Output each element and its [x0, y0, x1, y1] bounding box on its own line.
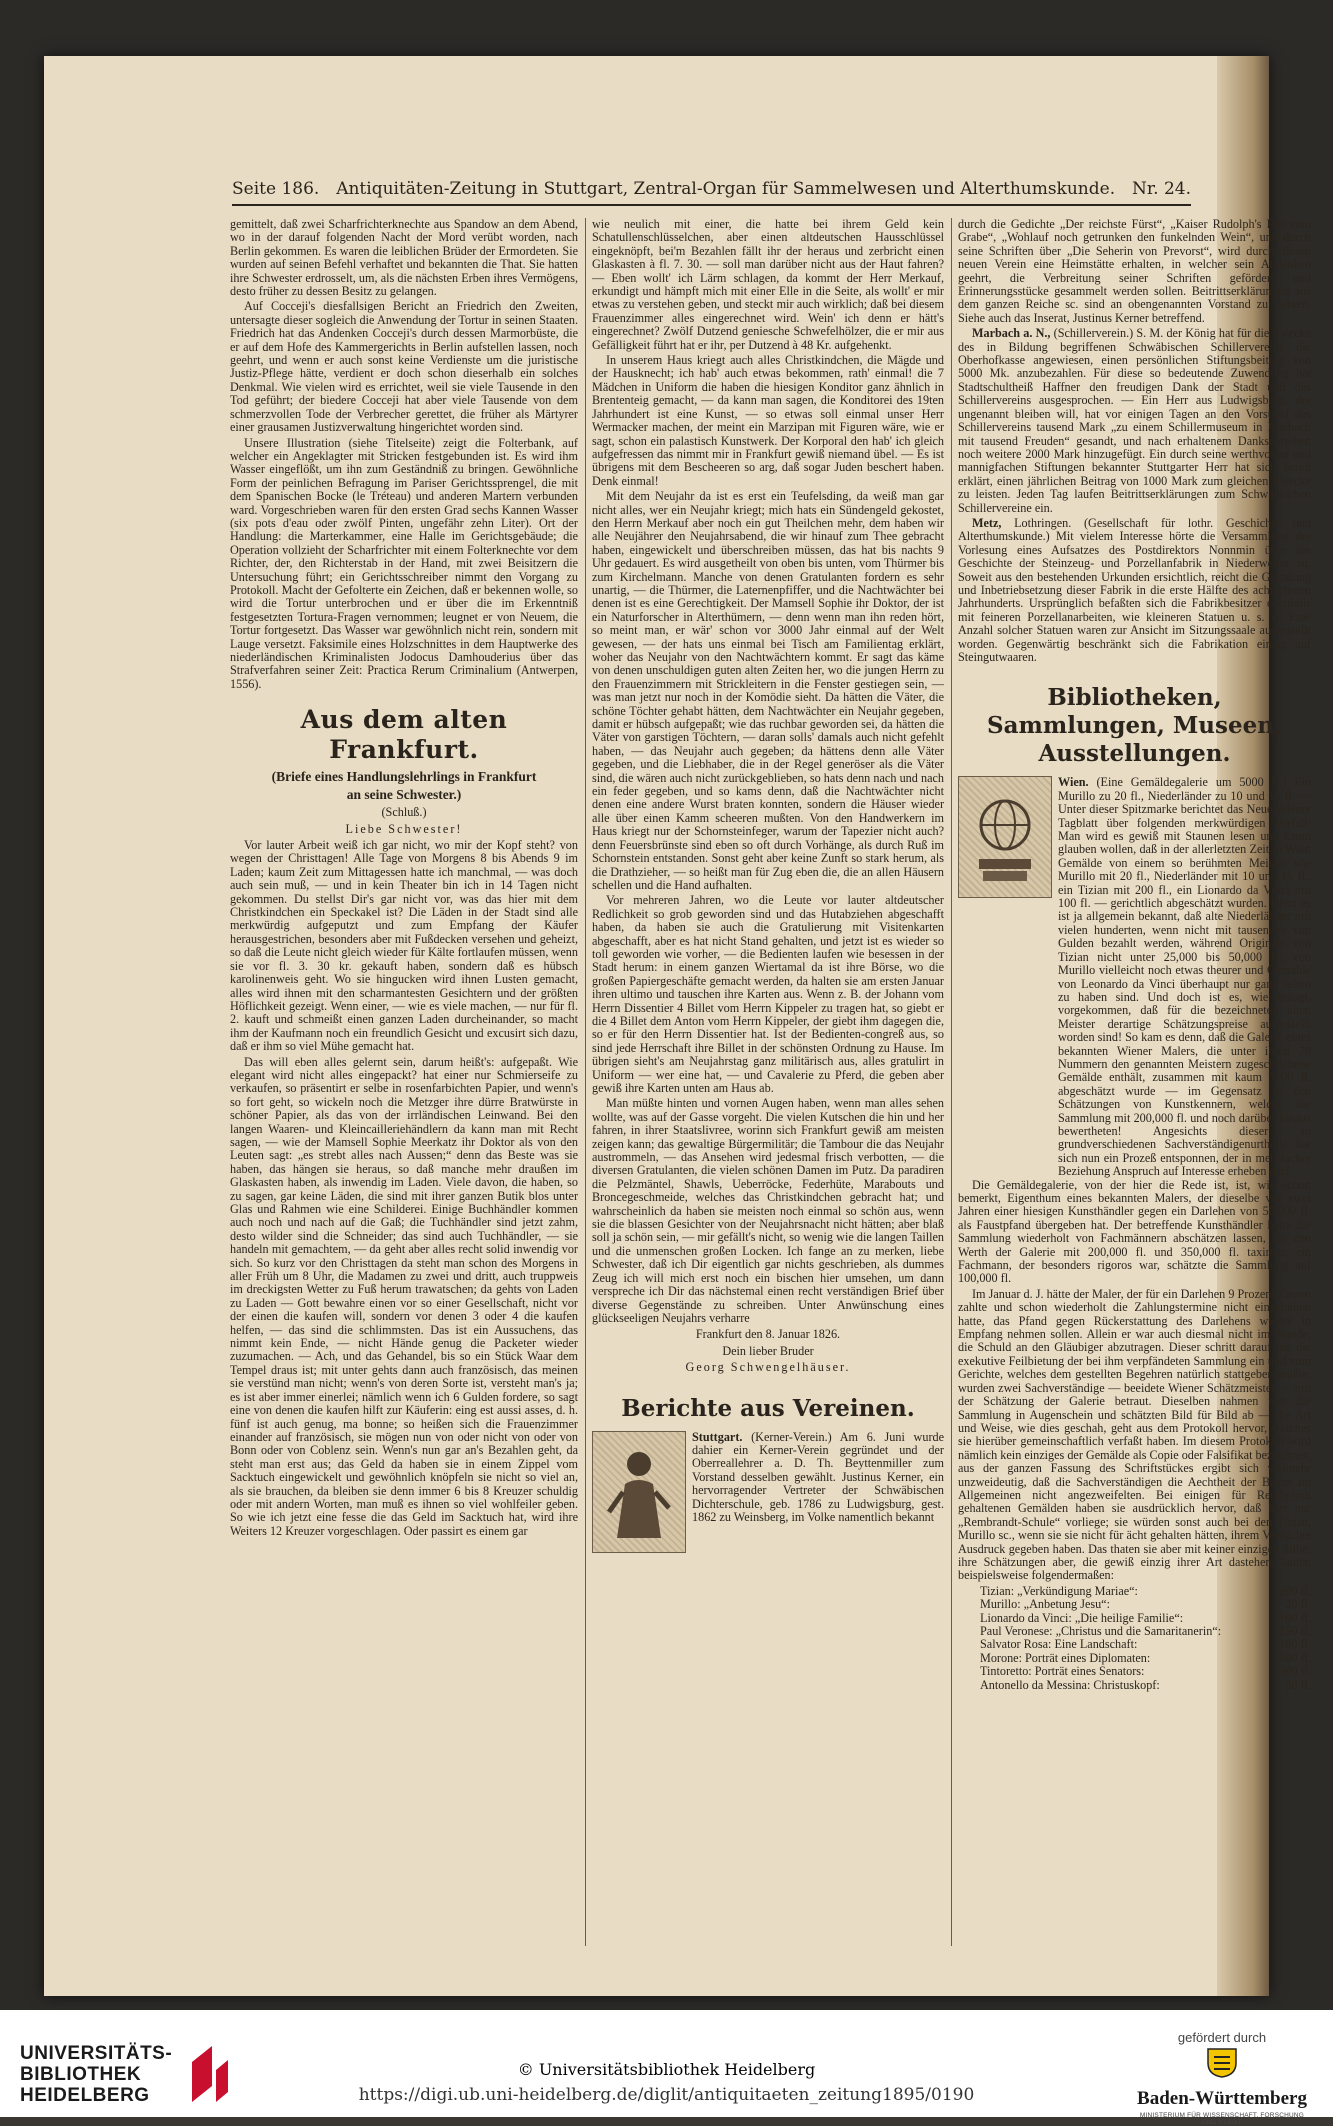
marbach-text: (Schillerverein.) S. M. der König hat für die Zwecke des in Bildung begriffenen Schwäbischen Schillervereins die Oberhofkasse angewiesen, einen persönlichen Stiftungsbeitrag von 5000 Mk. anzubezahlen. Für diese so bedeutende Zuwendung hat Stadtschultheiß Haffner den freudigen Dank der Stadt und des Schillervereins ausgesprochen. — Ein Herr aus Ludwigsburg, der ungenannt bleiben will, hat vor einigen Tagen an den Vorstand des Schillervereins tausend Mark „zu einem Schillermuseum in Marbach mit tausend Freuden“ gesandt, und nach erhaltenem Dankschreiben noch weitere 2000 Mark hinzugefügt. Ein durch seine werthvollen und mannigfachen Stiftungen bekannter Stuttgarter Herr hat sich bereit erklärt, einen jährlichen Beitrag von 1000 Mark zum gleichen Zwecke zu leisten. Jeden Tag laufen Beitrittserklärungen zum Schwäbischen Schillervereine ein.	[958, 326, 1311, 515]
globe-books-illustration	[958, 776, 1052, 898]
article-subtitle: (Briefe eines Handlungslehrlings in Frankfurt	[271, 769, 537, 785]
valuation-price: 20 fl.	[1285, 1597, 1311, 1612]
paragraph: Im Januar d. J. hätte der Maler, der für ein Darlehen 9 Prozent Zinsen zahlte und schon wiederholt die Zahlungstermine nicht eingehalten hatte, das Pfand gegen Rückerstattung des Darlehens wieder in Empfang nehmen sollen. Allein er war auch diesmal nicht im Stande, die Schuld an den Gläubiger abzutragen. Dieser schritt darauf um die exekutive Feilbietung der bei ihm verpfändeten Sammlung ein und vom Gerichte, welches dem gestellten Begehren natürlich stattgeben mußte, wurden zwei Sachverständige — beeidete Wiener Schätzmeister — mit der Schätzung der Galerie betraut. Dieselben nahmen nun die Sammlung in Augenschein und schätzten Bild für Bild ab — die Art und Weise, wie dies geschah, geht aus dem Protokoll hervor, welches sie hierüber gemeinschaftlich verfaßt haben. Im diesem Protokoll wird nämlich kein einziges der Gemälde als Copie oder Falsifikat bezeichnet; aus der ganzen Fassung des Schriftstückes ergibt sich vielmehr unzweideutig, daß die Sachverständigen die Aechtheit der Bilder im Allgemeinen nicht angezweifelten. Bei einigen für Rembrandt gehaltenen Gemälden haben sie ausdrücklich hervor, daß hier nur „Rembrandt-Schule“ vorliege; sie würden sonst auch bei den Tizian, Murillo sc., wenn sie sie nicht für ächt gehalten hätten, ihrem Verdachte Ausdruck gegeben haben. Das thaten sie aber mit keiner einzigen Silbe; ihre Schätzungen aber, die gewiß einzig ihrer Art dastehen, lauten beispielsweise folgendermaßen:	[958, 1286, 1311, 1583]
valuation-price: 100 fl.	[1279, 1610, 1311, 1625]
wien-entry	[958, 776, 1311, 1178]
logo-line: BIBLIOTHEK	[20, 2063, 142, 2085]
verein-text: (Kerner-Verein.) Am 6. Juni wurde dahier ein Kerner-Verein gegründet und der Oberreallehrer a. D. Th. Beyttenmiller zum Vorstand desselben gewählt. Justinus Kerner, ein hervorragender Vertreter der Schwäbischen Dichterschule, geb. 1786 zu Ludwigsburg, gest. 1862 zu Weinsberg, im Volke namentlich bekannt	[692, 1429, 945, 1524]
marbach-place: Marbach a. N.,	[972, 326, 1051, 341]
wien-paragraph	[1058, 776, 1311, 1178]
paragraph: Auf Cocceji's diesfallsigen Bericht an Friedrich den Zweiten, untersagte dieser sogleich die Anwendung der Tortur in seinen Staaten. Friedrich hat das Andenken Cocceji's durch dessen Marmorbüste, die er auf dem Hofe des Kammergerichts in Berlin aufstellen lassen, noch geehrt, und wenn er auch sonst keine Verdienste um die juristische Justiz-Pflege hätte, verdient er doch schon dieserhalb ein solches Denkmal. Wie vielen wird es errichtet, weil sie viele Tausende in den Tod geführt; der biedere Cocceji hat aber viele Tausende von dem schmerzvollen Tode der Verbrecher gerettet, die früher als Märtyrer einer grausamen Justizverwaltung hingerichtet worden sind.	[230, 299, 578, 435]
column-1	[230, 218, 578, 1946]
valuation-list	[958, 1585, 1311, 1692]
metz-place: Metz,	[972, 515, 1002, 530]
valuation-row	[958, 1612, 1311, 1625]
logo-line: HEIDELBERG	[20, 2084, 150, 2106]
issue-number: Nr. 24.	[1132, 179, 1191, 199]
valuation-row	[958, 1625, 1311, 1638]
valuation-row	[958, 1679, 1311, 1692]
newspaper-page	[44, 56, 1311, 1996]
valuation-item: Lionardo da Vinci: „Die heilige Familie“:	[980, 1610, 1184, 1625]
metz-paragraph	[958, 517, 1311, 664]
valuation-item: Paul Veronese: „Christus und die Samaritanerin“:	[980, 1624, 1222, 1638]
valuation-price: 150 fl.	[1279, 1624, 1311, 1638]
verein-entry	[592, 1431, 944, 1553]
paragraph: durch die Gedichte „Der reichste Fürst“, „Kaiser Rudolph's Ritt zum Grabe“, „Wohlauf noch getrunken den funkelnden Wein“, und durch seine Schriften über „Die Seherin von Prevorst“, wird durch diesen neuen Verein eine Heimstätte erhalten, in welcher sein Andenken geehrt, die Verbreitung seiner Schriften gefördert und Erinnerungsstücke gesammelt werden sollen. Beitrittserklärungen aus dem ganzen Reiche sc. sind an obengenannten Vorstand zu richten. Siehe auch das Inserat, Justinus Kerner betreffend.	[958, 217, 1311, 325]
valuation-item: Salvator Rosa: Eine Landschaft:	[980, 1637, 1138, 1652]
letter-date: Frankfurt den 8. Januar 1826.	[695, 1327, 841, 1342]
figure-illustration	[592, 1431, 686, 1553]
valuation-item: Tintoretto: Porträt eines Senators:	[980, 1664, 1145, 1679]
column-2	[592, 218, 944, 1946]
marbach-paragraph	[958, 327, 1311, 515]
salutation: Liebe Schwester!	[345, 821, 463, 836]
logo-line: UNIVERSITÄTS-	[20, 2042, 173, 2064]
valuation-item: Morone: Porträt eines Diplomaten:	[980, 1650, 1151, 1665]
paragraph: Man müßte hinten und vornen Augen haben, wenn man alles sehen wollte, was auf der Gasse vorgeht. Die vielen Kutschen die hin und her fahren, in ihrer Staatslivree, worinn sich Frankfurt gewiß am meisten zeigen kann; das gewaltige Bürgermilitär; die Tambour die das Neujahr austrommeln, — das Ansehen wird jedesmal frisch verbotten, — die diversen Gratulanten, die vielen schönen Damen im Putz. Da paradiren die Pelzmäntel, Shawls, Ueberröcke, Federhüte, Marabouts und Broncegeschmeide, welches das Christkindchen gebracht hat; und wahrscheinlich da haben sie meisten noch einmal so schön aus, wenn sie die blassen Gesichter von der Neujahrsnacht nicht hätten; aber blaß soll ja schön sein, — mir gefällt's nicht, so wenig wie die langen Taillen und die unmenschen großen Locken. Ich fange an zu merken, liebe Schwester, daß ich Dir eigentlich gar nichts geschrieben, als dummes Zeug ich will mich erst noch ein bischen hier umsehen, um dann verspreche ich Dir das nächstemal einen recht verständigen Brief über diverse Gegenstände zu schreiben. Unter Anwünschung eines glückseeligen Neujahrs verharre	[592, 1096, 944, 1325]
valuation-item: Antonello da Messina: Christuskopf:	[980, 1677, 1160, 1692]
valuation-row	[958, 1652, 1311, 1665]
paragraph: wie neulich mit einer, die hatte bei ihrem Geld kein Schatullenschlüsselchen, aber einen altdeutschen Hausschlüssel eingeknöpft, bei'm Bezahlen fällt ihr der heraus und zerbricht einen Glaskasten à fl. 7. 30. — soll man darüber nicht aus der Haut fahren? — Eben wollt' ich Lärm schlagen, da kommt der Herr Merkauf, erkundigt und hämpft mich mit einer Elle in die Seite, als wollt' er mir etwas zu verstehen geben, und steckt mir auch wirklich; daß bei diesem Frauenzimmer alles eingerechnet wird. Wein' ich denn er hätt's eingerechnet? Zwölf Dutzend geniesche Schwefelhölzer, die er mir aus Gefälligkeit führt hat er ihr, per Dutzend à 48 Kr. aufgehenkt.	[592, 217, 944, 352]
masthead-title: Antiquitäten-Zeitung in Stuttgart, Zentral-Organ für Sammelwesen und Alterthumskunde.	[336, 179, 1116, 199]
sponsor-name: Baden-Württemberg	[1137, 2088, 1307, 2109]
verein-place: Stuttgart.	[692, 1429, 743, 1444]
valuation-item: Murillo: „Anbetung Jesu“:	[980, 1597, 1110, 1612]
sponsor-ministry: MINISTERIUM FÜR WISSENSCHAFT, FORSCHUNG UND KUNST	[1139, 2112, 1305, 2126]
paragraph: Mit dem Neujahr da ist es erst ein Teufelsding, da weiß man gar nicht alles, wer ein Neujahr kriegt; mich hats ein Sündengeld gekostet, den Herrn Merkauf aber noch ein gut Theilchen mehr, dem haben wir alle Neujährer den Neujahrsabend, die wir hinauf zum Thee gebracht haben, eingewickelt und überschreiben müssen, das hat bis nachts 9 Uhr gedauert. Es wird ausgetheilt von oben bis unten, vom Thürmer bis zum Kirchelmann. Manche von denen Gratulanten fordern es sehr unartig, — die Thürmer, die Laternenpfiffer, und die Nachtwächter bei denen ist es eine Gerechtigkeit. Der Mamsell Sophie ihr Doktor, der ist ein Naturforscher in Alterthümern, — denn wenn man ihn reden hört, so meint man, er wär' schon vor 3000 Jahr einmal auf der Welt gewesen, — der hats uns einmal bei Tisch am Familientag erklärt, woher das Neujahr von den Nachtwächtern kommt. Er sagt das käme von denen unschuldigen guten alten Zeiten her, wo die jungen Herrn zu den Frauenzimmern mit Strickleitern in die Fenster gestiegen sein, — was man jetzt nur noch in der Komödie sieht. Da hätten die Väter, die schöne Töchter gehabt hätten, dem Nachtwächter ein Neujahr gegeben, damit er hübsch aufgepaßt; wie das ruchbar geworden sei, da hätten die Väter von garstigen Töchtern, — daran solls' damals auch nicht gefehlt haben, — das Neujahr auch gegeben; da hättens denn alle Väter gegeben, und die Liebhaber, die in der Regel generöser als die Väter sind, die wären auch nicht zurückgeblieben, so hats denn nach und nach ein feder gegeben, und so kams denn, daß die Nachtwächter nicht denen eine andere Wurst braten konnten, sondern die Häuser wieder alle über einen Kamm scheeren mußten. Von den Handwerkern im Haus kriegt nur der Schornsteinfeger, warum der Tapezier nicht auch? denn Feuersbrünste sind eben so oft durch Vorhänge, als durch Ruß im Schornstein entstanden. Sonst geht aber keine Zunft so stark herum, als die Drathzieher, — so heißt man für Zug eben die, die an allen Häusern schellen und die Hand aufhalten.	[592, 489, 944, 892]
copyright-credit: © Universitätsbibliothek Heidelberg	[517, 2060, 816, 2079]
paragraph: Vor mehreren Jahren, wo die Leute vor lauter altdeutscher Redlichkeit so grob geworden sind und das Hutabziehen abgeschafft haben, da haben sie auch die Gratulierung mit Visitenkarten abgeschafft, aber es hat nicht Stand gehalten, und jetzt ist es wieder so toll geworden wie vorher, — die Bedienten laufen wie besessen in der Stadt herum: in einem ganzen Wiertamal da ist ihre Börse, wo die großen Papiergeschäfte gemacht werden, da halten sie am ersten Januar ihren ultimo und tauschen ihre Karten aus. Wenn z. B. der Johann vom Herrn Dissentier 4 Billet vom Herrn Kippeler zu tragen hat, so giebt er die 4 Billet dem Anton vom Herrn Kippeler, der giebt ihm dagegen die, so er für den Herrn Dissentier hat. Ist der Bedienten-congreß aus, so sind jede Herrschaft ihre Billet in der schönsten Ordnung zu Hause. Im übrigen sieht's am Neujahrstag ganz militärisch aus, alles gratulirt in Uniform — wer eine hat, — und Cavalerie zu Pferd, die geben aber gewiß ihre Karten unten am Haus ab.	[592, 893, 944, 1095]
column-3	[958, 218, 1311, 1946]
valuation-price: 300 fl.	[1279, 1664, 1311, 1679]
verein-paragraph	[692, 1431, 944, 1553]
globe-icon	[965, 787, 1045, 887]
letter-closing: Dein lieber Bruder	[722, 1343, 814, 1358]
valuation-item: Tizian: „Verkündigung Mariae“:	[980, 1583, 1138, 1598]
valuation-price: 500 fl.	[1279, 1650, 1311, 1665]
valuation-row	[958, 1598, 1311, 1611]
valuation-row	[958, 1665, 1311, 1678]
column-rule	[951, 218, 952, 1946]
letter-signature: Georg Schwengelhäuser.	[685, 1360, 851, 1375]
valuation-row	[958, 1638, 1311, 1651]
column-rule	[585, 218, 586, 1946]
valuation-row	[958, 1585, 1311, 1598]
metz-text: Lothringen. (Gesellschaft für lothr. Geschichte und Alterthumskunde.) Mit vielem Interesse hörte die Versammlung der Vorlesung eines Aufsatzes des Postdirektors Nonnmin über die Geschichte der Steinzeug- und Porzellanfabrik in Niederweiler zu. Soweit aus den bestehenden Urkunden ersichtlich, reicht die Gründung und Inbetriebsetzung dieser Fabrik in die erste Hälfte des achtzehnten Jahrhunderts. Ursprünglich befaßten sich die Fabrikbesitzer ebenfalls mit feineren Porzellanarbeiten, wie kleineren Statuen u. s. w. Eine Anzahl solcher Statuen waren zur Ansicht im Sitzungssaale ausgestellt worden. Gegenwärtig beschränkt sich die Fabrikation einzig auf Steingutwaaren.	[958, 515, 1311, 664]
valuation-price: 100 fl.	[1279, 1637, 1311, 1652]
paragraph: Die Gemäldegalerie, von der hier die Rede ist, ist, wie schon bemerkt, Eigenthum eines bekannten Malers, der dieselbe vor zwei Jahren einer hiesigen Kunsthändler gegen ein Darlehen von 50,000 fl. als Faustpfand übergeben hat. Der betreffende Kunsthändler hatte die Sammlung wiederholt von Fachmännern abschätzen lassen, die den Werth der Galerie mit 200,000 fl. und 350,000 fl. taxirten; ein Fachmann, der besonders rigoros war, schätzte die Sammlung auf 100,000 fl.	[958, 1177, 1311, 1286]
paragraph: Vor lauter Arbeit weiß ich gar nicht, wo mir der Kopf steht? von wegen der Christtagen! Alle Tage von Morgens 8 bis Abends 9 im Laden; kaum Zeit zum Mittagessen hatte ich manchmal, — was doch auch sein muß, — und in kein Theater bin ich in 14 Tagen nicht gekommen. Du stellst Dir's gar nicht vor, was das hier mit dem Christkindchen ein Speckakel ist? Die Läden in der Stadt sind alle merkwürdig aufgeputzt und zum Empfang der Käufer herausgestrichen, besonders aber mit Fußdecken versehen und geheizt, so daß die Leute nicht gleich wieder für Kälte fortlaufen müssen, wenn sie vor fl. 3. 30 kr. gekauft haben, sondern daß es hübsch karolinenweis geht. Wo sie hingucken wird ihnen Lusten gemacht, alles wird ihnen mit den scharmantesten Gesichtern und der größten Höflichkeit gezeigt. Wenn einer, — wie es viele machen, — nur für fl. 2. kauft und schmeißt einen ganzen Laden durcheinander, so macht ihm der Kaufmann noch ein freundlich Gesicht und excusirt sich dazu, daß er ihm so viel Mühe gemacht hat.	[230, 838, 578, 1054]
wien-place: Wien.	[1058, 775, 1089, 790]
section-title: Berichte aus Vereinen.	[621, 1394, 915, 1422]
page-header	[232, 174, 1191, 206]
paragraph: In unserem Haus kriegt auch alles Christkindchen, die Mägde und der Hausknecht; ich hab' auch etwas bekommen, rath' einmal! die 7 Mädchen in Uniform die haben die hiesigen Konditor ganz ähnlich in Brententeig gemacht, — da kann man sagen, die Konditorei des 19ten Jahrhundert ist eine Kunst, — so etwas soll einmal unser Herr Wermacker machen, der meint ein Marzipan mit Figuren wäre, wie er sagt, schon ein palastisch Kunstwerk. Der Korporal den hab' ich gleich aufgefressen das nimmt mir in Frankfurt gewiß niemand übel. — Es ist übrigens mit dem Bescheeren so arg, daß sogar Juden beschert haben. Denk einmal!	[592, 353, 944, 488]
article-title: Aus dem alten Frankfurt.	[300, 705, 508, 765]
paragraph: Das will eben alles gelernt sein, darum heißt's: aufgepaßt. Wie elegant wird nicht alles eingepackt? hat einer nur Schmierseife zu verkaufen, so präsentirt er selbe in rosenfarbichten Papier, und wenn's so fort geht, so wickeln noch die Metzger ihre dürre Bratwürste in schöner Papier, als das von der irrländischen Leinwand. Bei den langen Waaren- und Kleincailleriehändlern da kann man mit Recht sagen, — wie der Mamsell Sophie Meerkatz ihr Doktor als von den Leuten sagt: „es strebt alles nach Aussen;“ denn das Beste was sie haben, das hängen sie heraus, so daß manche mehr draußen im Glaskasten haben, als inwendig im Laden. Viele davon, die haben, so zu sagen, gar keine Läden, die sind mit ihrer ganzen Butik blos unter Glas und Rahmen wie eine Schilderei. Einige Buchhändler kommen auch noch und nach auf die Gaß; die Tuchhändler sind jetzt zahm, desto wilder sind die Schneider; das sind auch Tuchhändler, — sie handeln mit gemachtem, — da geht aber alles recht solid inwendig vor sich. So kurz vor den Christtagen da steht man schon des Morgens in aller Früh um 8 Uhr, die Madamen zu zwei und dritt, auch truppweis im dreckigsten Wetter zu Fuß herum trawatschen; da gehts von Laden zu Laden — Gott bewahre einen vor so einer Gesellschaft, nicht vor der einen die kaufen will, sondern vor denen 3 oder 4 die kaufen helfen, — das sind die schlimmsten. Das ist ein Aussuchens, das nimmt kein Ende, — nicht Hände genug die Packeter wieder zuzumachen. — Ach, und das Gehandel, bis so ein Stück Waar dem Tempel draus ist; mit unter gehts dann auch französisch, das meinen sie verstünd man nicht; wenn's von deren Sorte ist, versteht man's ja; es ist aber immer einerlei; nämlich wenn ich 6 Gulden fordere, so sagt eine von denen die kaufen hilft zur Käuferin: eing est aussi asses, d. h. fünf ist auch genug, ma bonne; so heißen sich die Frauenzimmer einander auf französisch, sie mögen nun von oder nicht von oder von Bonn oder von Coblenz sein. Wenn's nun gar an's Bezahlen geht, da steht man erst aus; das Geld da haben sie in einem Zippel vom Sacktuch eingewickelt und gewöhnlich knöpfeln sie nicht so viel an, als sie brauchen, da bleiben sie denn immer 6 bis 8 Kreuzer schuldig oder mit andern Worten, man muß es ihnen so viel wohlfeiler geben. So wie ich jetzt eine fesse die das Geld im Sacktuch hat, wird ihre Weiters 12 Kreuzer vorgeschlagen. Oder passirt es einem gar	[230, 1054, 578, 1538]
sponsor-label: gefördert durch	[1177, 2030, 1267, 2045]
figure-illustration-icon	[599, 1442, 679, 1542]
valuation-price: 50 fl.	[1285, 1677, 1311, 1692]
page-number: Seite 186.	[232, 179, 320, 199]
paragraph: gemittelt, daß zwei Scharfrichterknechte aus Spandow an dem Abend, wo in der darauf folgenden Nacht der Mord verübt worden, nach Berlin gekommen. Es waren die leiblichen Brüder der Ermordeten. Sie wurden auf seinen Befehl verhaftet und bekannten die That. Sie hatten ihre Schwester erdrosselt, um, als die nächsten Erben ihres Vermögens, desto früher zu dessen Besitz zu gelangen.	[230, 217, 578, 299]
paragraph: Unsere Illustration (siehe Titelseite) zeigt die Folterbank, auf welcher ein Angeklagter mit Stricken festgebunden ist. Es wird ihm Wasser eingeflößt, um ihn zum Geständniß zu bringen. Gewöhnliche Form der peinlichen Befragung im Pariser Gerichtssprengel, die mit dem Spanischen Bocke (le Tréteau) und anderen Martern verbunden ward. Vorgeschrieben waren für den ersten Grad sechs Kannen Wasser (six pots d'eau oder zwölf Pinten, ungefähr zehn Liter). Ort der Handlung: die Marterkammer, eine Halle im Gerichtsgebäude; die Operation vollzieht der Scharfrichter mit einem Folterknechte vor dem Richter, der, den Richterstab in der Hand, mit zwei Beisitzern die Untersuchung führt; ein Gerichtsschreiber nimmt den Vorgang zu Protokoll. Macht der Gefolterte ein Zeichen, daß er bekennen wolle, so wird die Tortur unterbrochen und er über die im Erkenntniß festgesetzten Tortura-Fragen vernommen; leugnet er von Neuem, die Tortur fortgesetzt. Das Wasser war gewöhnlich nicht rein, sondern mit Lauge versetzt. Faksimile eines Holzschnittes in dem Hauptwerke des niederländischen Kriminalisten Jodocus Damhouderius über das Strafverfahren seiner Zeit: Practica Rerum Criminalium (Antwerpen, 1556).	[230, 435, 578, 691]
permalink-url[interactable]: https://digi.ub.uni-heidelberg.de/diglit/antiquitaeten_zeitung1895/0190	[358, 2085, 975, 2105]
article-subtitle: an seine Schwester.)	[346, 787, 462, 803]
section-title: Bibliotheken, Sammlungen, Museen, Ausstellungen.	[987, 684, 1282, 768]
wien-text: (Eine Gemäldegalerie um 5000 fl.) Ein Murillo zu 20 fl., Niederländer zu 10 und 15 fl. — Unter dieser Spitzmarke berichtet das Neue Wiener Tagblatt über folgenden merkwürdigen Vorfall: Man wird es gewiß mit Staunen lesen und kaum glauben wollen, daß in der allerletzten Zeit in Wien Gemälde von einem so berühmten Meister wie Murillo mit 20 fl., Niederländer mit 10 und 15 fl., ein Tizian mit 200 fl., ein Lionardo da Vinci mit 100 fl. — gerichtlich abgeschätzt wurden. Denn es ist ja allgemein bekannt, daß alte Niederländer mit vielen hunderten, wenn nicht mit tausenden von Gulden bezahlt werden, während Originale von Tizian nicht unter 25,000 bis 50,000 fl., von Murillo vielleicht noch etwas theurer und Gemälde von Leonardo da Vinci überhaupt nur ganz selten zu haben sind. Und doch ist es, wie gesagt, vorgekommen, daß für die bezeichneten alten Meister derartige Schätzungspreise aufgestellt worden sind! So kam es denn, daß die Galerie eines bekannten Wiener Malers, die unter ihren 70 Nummern den genannten Meistern zugeschriebene Gemälde enthält, zusammen mit kaum 5000 fl. abgeschätzt wurde — im Gegensatz zu den Schätzungen von Kunstkennern, welche die Sammlung mit 200,000 fl. und noch darüber hinaus bewertheten! Angesichts dieser so grundverschiedenen Sachverständigenurtheile hat sich nun ein Prozeß entsponnen, der in mehrfacher Beziehung Anspruch auf Interesse erheben darf.	[1058, 775, 1311, 1179]
valuation-price: 200 fl.	[1279, 1583, 1311, 1598]
article-continuation-note: (Schluß.)	[381, 805, 427, 820]
